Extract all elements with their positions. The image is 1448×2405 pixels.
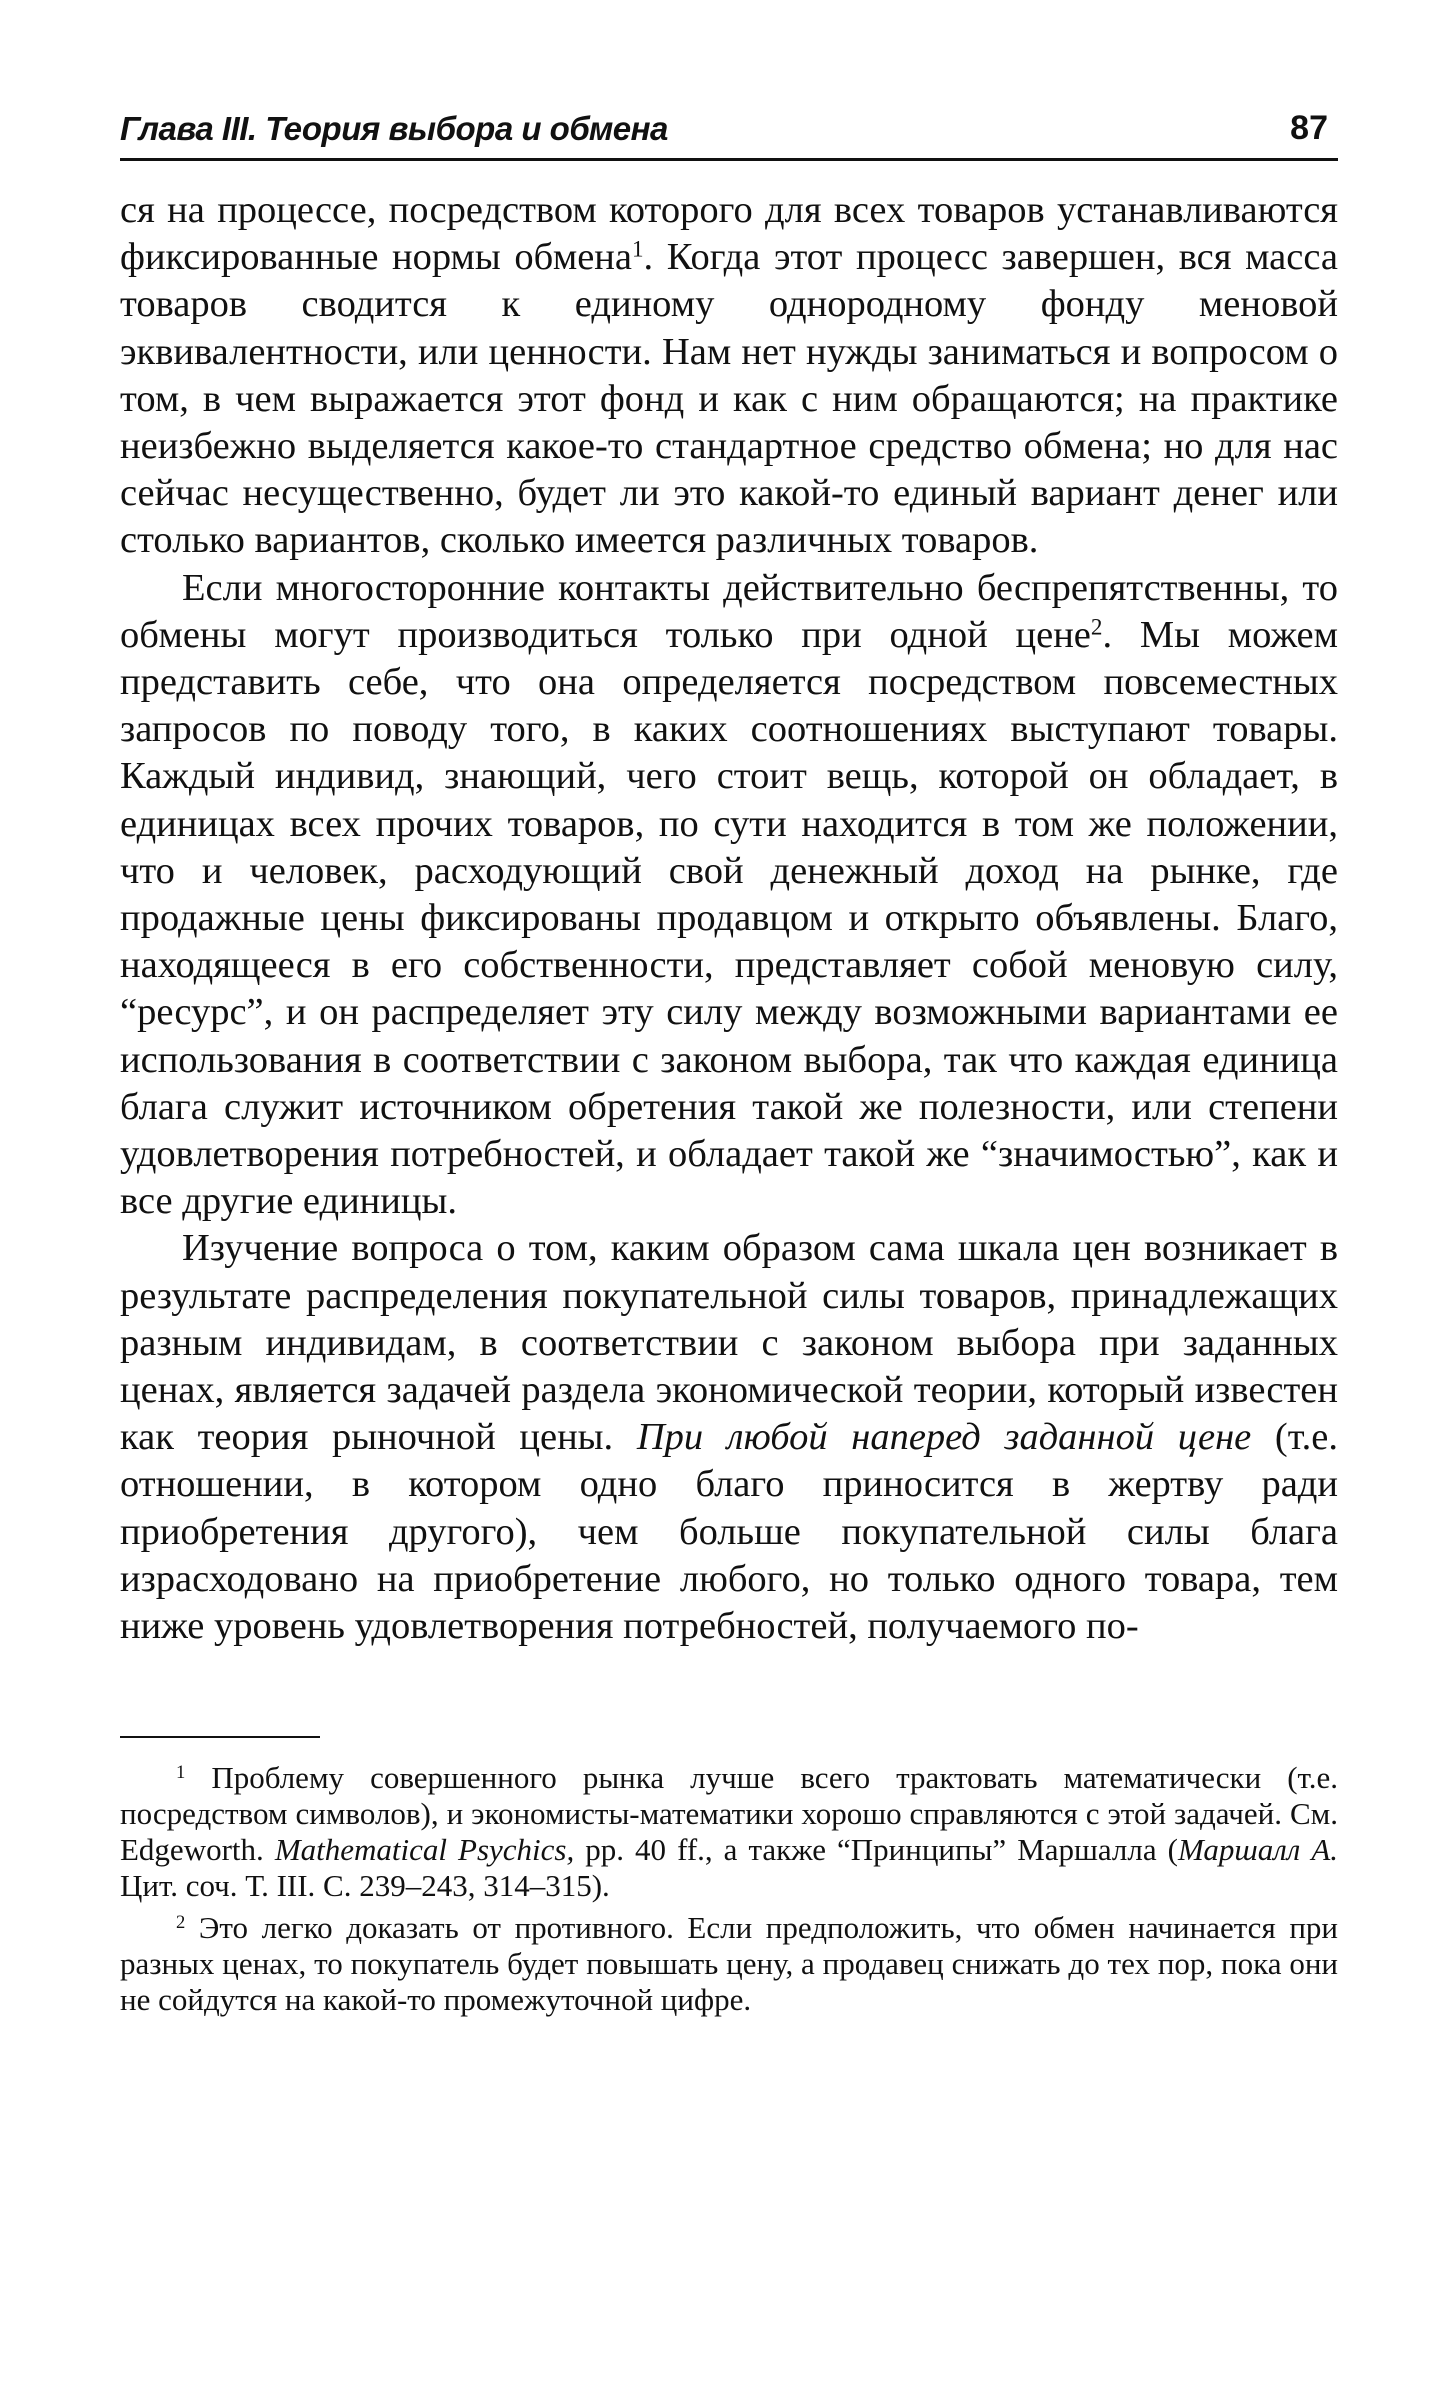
footnote-1-marker: 1	[176, 1762, 186, 1784]
chapter-title: Глава III. Теория выбора и обмена	[120, 110, 668, 147]
paragraph-3-italic: При любой наперед заданной цене	[636, 1416, 1252, 1459]
footnote-1-text-b: pp. 40 ff., а также “Принципы” Маршалла (	[585, 1832, 1178, 1868]
paragraph-1	[120, 187, 1338, 565]
footnote-divider	[120, 1736, 320, 1738]
paragraph-1-text: ся на процессе, посредством которого для всех товаров устанавливаются фиксированные нормы обмена	[120, 189, 1338, 279]
footnote-1	[120, 1760, 1338, 1904]
footnote-2-marker: 2	[176, 1912, 186, 1934]
running-header	[120, 94, 1338, 161]
footnote-ref-1: 1	[632, 235, 644, 262]
footnote-1-italic-author: Маршалл А.	[1177, 1832, 1339, 1868]
footnote-2	[120, 1910, 1338, 2018]
paragraph-1-text-cont: . Когда этот процесс завершен, вся масса товаров сводится к единому однородному фонду меновой эквивалентности, или ценности. Нам нет нужды заниматься и вопросом о том, в чем выражается этот фонд и как с ним обращаются; на практике неизбежно выделяется какое-то стандартное средство обмена; но для нас сейчас несущественно, будет ли это какой-то единый вариант денег или столько вариантов, сколько имеется различных товаров.	[120, 236, 1338, 562]
paragraph-2	[120, 565, 1338, 1226]
main-text	[120, 187, 1338, 1650]
book-page	[120, 94, 1338, 2024]
footnote-ref-2: 2	[1090, 613, 1103, 640]
footnote-1-text: Проблему совершенного рынка лучше всего трактовать математически (т.е. посредством символов), и экономисты-математики хорошо справляются с этой задачей. См. Edgeworth.	[120, 1760, 1339, 1868]
footnote-1-italic-title: Mathematical Psychics,	[274, 1832, 575, 1868]
paragraph-3-text: Изучение вопроса о том, каким образом сама шкала цен возникает в результате распределения покупательной силы товаров, принадлежащих разным индивидам, в соответствии с законом выбора при заданных ценах, является задачей раздела экономической теории, который известен как теория рыночной цены.	[120, 1227, 1338, 1459]
footnote-2-text: Это легко доказать от противного. Если предположить, что обмен начинается при разных ценах, то покупатель будет повышать цену, а продавец снижать до тех пор, пока они не сойдутся на какой-то промежуточной цифре.	[120, 1910, 1338, 2018]
paragraph-3-text-cont: (т.е. отношении, в котором одно благо приносится в жертву ради приобретения другого), чем больше покупательной силы блага израсходовано на приобретение любого, но только одного товара, тем ниже уровень удовлетворения потребностей, получаемого по-	[120, 1416, 1339, 1648]
paragraph-2-text: Если многосторонние контакты действительно беспрепятственны, то обмены могут производиться только при одной цене	[120, 566, 1338, 656]
paragraph-2-text-cont: . Мы можем представить себе, что она определяется посредством повсеместных запросов по поводу того, в каких соотношениях выступают товары. Каждый индивид, знающий, чего стоит вещь, которой он обладает, в единицах всех прочих товаров, по сути находится в том же положении, что и человек, расходующий свой денежный доход на рынке, где продажные цены фиксированы продавцом и открыто объявлены. Благо, находящееся в его собственности, представляет собой меновую силу, “ресурс”, и он распределяет эту силу между возможными вариантами ее использования в соответствии с законом выбора, так что каждая единица блага служит источником обретения такой же полезности, или степени удовлетворения потребностей, и обладает такой же “значимостью”, как и все другие единицы.	[120, 613, 1338, 1223]
footnotes	[120, 1760, 1338, 2018]
footnote-1-text-c: Цит. соч. Т. III. С. 239–243, 314–315).	[120, 1868, 610, 1904]
page-number: 87	[1290, 109, 1328, 147]
paragraph-3	[120, 1225, 1338, 1650]
